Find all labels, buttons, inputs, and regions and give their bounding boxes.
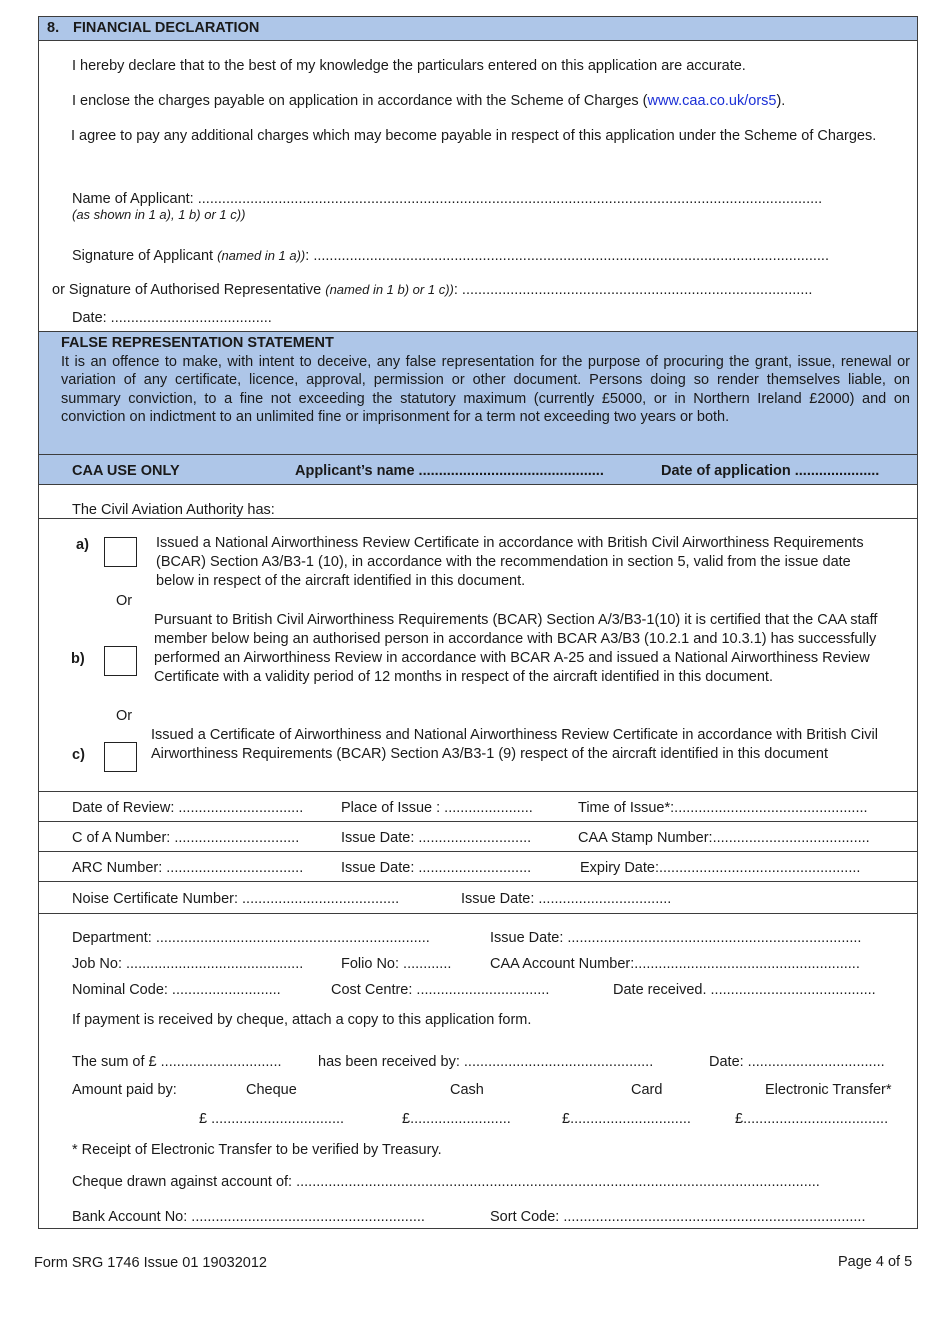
applicant-name-caa: Applicant’s name .............................................. xyxy=(295,463,604,479)
department-issue-date-field[interactable]: Issue Date: ......................................................................... xyxy=(490,930,862,946)
place-of-issue-field[interactable]: Place of Issue : ...................... xyxy=(341,800,533,816)
caa-account-number-field[interactable]: CAA Account Number:........................................................ xyxy=(490,956,860,972)
applicant-signature-dots: : ................................................................................................................................ xyxy=(305,248,829,264)
or-separator-1: Or xyxy=(116,593,133,609)
applicant-name-dots: ........................................................................................................................................................... xyxy=(197,191,823,207)
declaration-line-2 xyxy=(72,92,785,110)
applicant-name-note: (as shown in 1 a), 1 b) or 1 c)) xyxy=(72,207,246,222)
electronic-transfer-note: * Receipt of Electronic Transfer to be verified by Treasury. xyxy=(72,1142,442,1158)
option-a-checkbox[interactable] xyxy=(104,537,137,567)
section-number: 8. xyxy=(47,20,60,36)
cheque-drawn-account-field[interactable]: Cheque drawn against account of: .................................................................................................................................. xyxy=(72,1174,820,1190)
declaration-line-3: I agree to pay any additional charges which may become payable in respect of this application under the Scheme of Charges. xyxy=(71,128,877,144)
electronic-transfer-amount-field[interactable]: £.................................... xyxy=(735,1111,889,1127)
cash-amount-field[interactable]: £......................... xyxy=(402,1111,511,1127)
sum-received-field[interactable]: The sum of £ .............................. xyxy=(72,1054,282,1070)
sort-code-field[interactable]: Sort Code: ........................................................................... xyxy=(490,1209,866,1225)
coa-issue-date-field[interactable]: Issue Date: ............................ xyxy=(341,830,532,846)
c-of-a-number-field[interactable]: C of A Number: ............................... xyxy=(72,830,300,846)
nominal-code-field[interactable]: Nominal Code: ........................... xyxy=(72,982,281,998)
false-representation-box xyxy=(38,331,918,454)
caa-stamp-number-field[interactable]: CAA Stamp Number:....................................... xyxy=(578,830,870,846)
option-b-text: Pursuant to British Civil Airworthiness Requirements (BCAR) Section A/3/B3-1(10) it is certified that the CAA staff member below being an authorised person in accordance with BCAR A3/B3 (10.2.1 and 10.3.1) has successfully performed an Airworthiness Review in accordance with BCAR A-25 and issued a National Airworthiness Review Certificate with a validity period of 12 months in respect of the aircraft identified in this document. xyxy=(154,612,878,685)
noise-certificate-number-field[interactable]: Noise Certificate Number: ....................................... xyxy=(72,891,400,907)
cost-centre-field[interactable]: Cost Centre: ................................. xyxy=(331,982,550,998)
arc-issue-date-field[interactable]: Issue Date: ............................ xyxy=(341,860,532,876)
option-c-checkbox[interactable] xyxy=(104,742,137,772)
noise-issue-date-field[interactable]: Issue Date: ................................. xyxy=(461,891,672,907)
applicant-name-field[interactable] xyxy=(72,190,822,208)
date-of-application: Date of application ..................... xyxy=(661,463,880,479)
option-b-letter: b) xyxy=(71,651,85,667)
page-number: Page 4 of 5 xyxy=(838,1254,913,1270)
section-header xyxy=(38,16,918,41)
folio-number-field[interactable]: Folio No: ............ xyxy=(341,956,452,972)
false-representation-title: FALSE REPRESENTATION STATEMENT xyxy=(61,335,334,351)
applicant-signature-note: (named in 1 a)) xyxy=(217,248,306,263)
method-card-label: Card xyxy=(631,1082,663,1098)
option-a-letter: a) xyxy=(76,537,89,553)
option-b-checkbox[interactable] xyxy=(104,646,137,676)
representative-signature-dots: : ....................................................................................... xyxy=(453,282,813,298)
row-divider xyxy=(38,821,918,822)
option-a-text: Issued a National Airworthiness Review Certificate in accordance with British Civil Airworthiness Requirements (BCAR) Section A3/B3-1 (10), in accordance with the recommendation in section 5, valid from the issue date below in respect of the aircraft identified in this document. xyxy=(156,535,864,589)
expiry-date-field[interactable]: Expiry Date:.................................................. xyxy=(580,860,861,876)
caa-use-only-bar xyxy=(38,454,918,485)
false-representation-text: It is an offence to make, with intent to deceive, any false representation for the purpose of procuring the grant, issue, renewal or variation of any certificate, licence, approval, permission or other document. Persons doing so render themselves liable, on summary conviction, to a fine not exceeding the statutory maximum (currently £5000, or in Northern Ireland £2000) and on conviction on indictment to an unlimited fine or imprisonment for a term not exceeding two years or both. xyxy=(61,354,910,426)
payment-date-field[interactable]: Date: .................................. xyxy=(709,1054,885,1070)
department-field[interactable]: Department: .................................................................... xyxy=(72,930,430,946)
date-received-field[interactable]: Date received. ......................................... xyxy=(613,982,876,998)
representative-signature-note: (named in 1 b) or 1 c)) xyxy=(325,282,454,297)
declaration-line-2-end: ). xyxy=(776,93,786,109)
caa-use-only-label: CAA USE ONLY xyxy=(72,463,180,479)
option-c-letter: c) xyxy=(72,747,85,763)
option-c-text: Issued a Certificate of Airworthiness and National Airworthiness Review Certificate in accordance with British Civil Airworthiness Requirements (BCAR) Section A3/B3-1 (9) respect of the aircraft identified in this document xyxy=(151,727,878,762)
cheque-note: If payment is received by cheque, attach a copy to this application form. xyxy=(72,1012,532,1028)
declaration-date-field[interactable]: Date: ........................................ xyxy=(72,310,272,326)
job-number-field[interactable]: Job No: ............................................ xyxy=(72,956,304,972)
section-title: FINANCIAL DECLARATION xyxy=(73,20,260,36)
method-electronic-transfer-label: Electronic Transfer* xyxy=(765,1082,892,1098)
time-of-issue-field[interactable]: Time of Issue*:................................................ xyxy=(578,800,868,816)
cheque-amount-field[interactable]: £ ................................. xyxy=(199,1111,345,1127)
scheme-of-charges-link[interactable]: www.caa.co.uk/ors5 xyxy=(647,93,777,109)
declaration-line-2-text: I enclose the charges payable on application in accordance with the Scheme of Charges ( xyxy=(72,93,648,109)
received-by-field[interactable]: has been received by: ............................................... xyxy=(318,1054,654,1070)
or-separator-2: Or xyxy=(116,708,133,724)
row-divider xyxy=(38,881,918,882)
date-of-review-field[interactable]: Date of Review: ............................... xyxy=(72,800,304,816)
arc-number-field[interactable]: ARC Number: .................................. xyxy=(72,860,304,876)
amount-paid-by-label: Amount paid by: xyxy=(72,1082,177,1098)
method-cheque-label: Cheque xyxy=(246,1082,297,1098)
representative-signature-label: or Signature of Authorised Representative xyxy=(52,282,326,298)
row-divider xyxy=(38,851,918,852)
method-cash-label: Cash xyxy=(450,1082,484,1098)
card-amount-field[interactable]: £.............................. xyxy=(562,1111,691,1127)
form-reference: Form SRG 1746 Issue 01 19032012 xyxy=(34,1255,267,1271)
applicant-signature-field[interactable] xyxy=(72,247,829,265)
applicant-name-label: Name of Applicant: xyxy=(72,191,198,207)
declaration-line-1: I hereby declare that to the best of my knowledge the particulars entered on this application are accurate. xyxy=(72,58,746,74)
bank-account-number-field[interactable]: Bank Account No: .......................................................... xyxy=(72,1209,425,1225)
applicant-signature-label: Signature of Applicant xyxy=(72,248,218,264)
caa-intro-text: The Civil Aviation Authority has: xyxy=(72,502,275,518)
representative-signature-field[interactable] xyxy=(52,281,812,299)
